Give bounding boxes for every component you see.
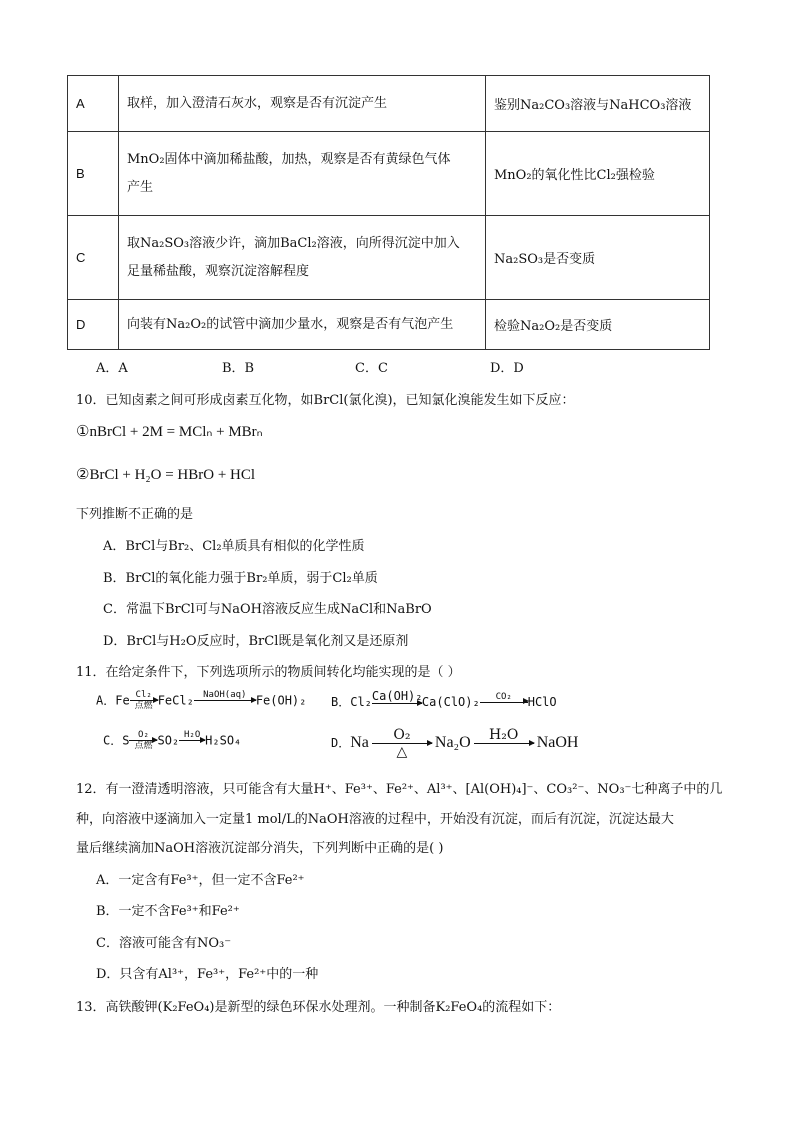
q10-option-a: A．BrCl与Br₂、Cl₂单质具有相似的化学性质 (103, 539, 365, 554)
arrow-condition: H₂O (489, 727, 519, 743)
row-description-line: MnO₂固体中滴加稀盐酸，加热，观察是否有黄绿色气体 (127, 151, 451, 167)
row-description-line: 足量稀盐酸，观察沉淀溶解程度 (127, 263, 310, 279)
arrow-condition: Cl₂ (135, 690, 152, 700)
q12-option-c: C．溶液可能含有NO₃⁻ (96, 936, 232, 951)
product: HClO (527, 695, 557, 709)
q11-stem: 11．在给定条件下，下列选项所示的物质间转化均能实现的是（ ） (76, 665, 461, 680)
reactant: Na (350, 734, 369, 751)
reactant: S (122, 733, 130, 748)
q10-stem: 10．已知卤素之间可形成卤素互化物，如BrCl(氯化溴)，已知氯化溴能发生如下反应： (76, 393, 575, 408)
arrow-icon (129, 740, 157, 741)
arrow-condition: CO₂ (495, 691, 512, 702)
arrow-condition: H₂O (184, 730, 201, 740)
option-label: C． (103, 733, 123, 748)
arrow-icon (372, 743, 432, 744)
q11-option-d (331, 727, 578, 760)
reaction-arrow (372, 690, 422, 715)
row-purpose: Na₂SO₃是否变质 (486, 216, 710, 300)
arrow-condition: Ca(OH)₂ (371, 689, 423, 703)
reaction-arrow (129, 730, 157, 752)
reactant: Fe (115, 693, 130, 708)
arrow-icon (194, 700, 256, 701)
reaction-arrow (480, 692, 528, 714)
row-description (119, 216, 486, 300)
row-label: B (68, 132, 119, 216)
q9-option-d: D．D (490, 361, 524, 376)
q11-option-b (331, 690, 557, 715)
table-row (68, 216, 710, 300)
q12-stem-line-3: 量后继续滴加NaOH溶液沉淀部分消失，下列判断中正确的是( ) (76, 841, 444, 856)
q11-option-c (103, 730, 241, 752)
q9-option-b: B．B (222, 361, 255, 376)
table-row (68, 132, 710, 216)
q13-stem: 13．高铁酸钾(K₂FeO₄)是新型的绿色环保水处理剂。一种制备K₂FeO₄的流程如下： (76, 1000, 561, 1015)
reaction-arrow (179, 730, 205, 752)
option-label: A． (96, 693, 116, 708)
row-label: A (68, 76, 119, 132)
q12-option-d: D．只含有Al³⁺，Fe³⁺，Fe²⁺中的一种 (96, 967, 319, 982)
arrow-condition: NaOH(aq) (203, 690, 247, 700)
row-description: 向装有Na₂O₂的试管中滴加少量水，观察是否有气泡产生 (119, 300, 486, 350)
row-purpose: MnO₂的氧化性比Cl₂强检验 (486, 132, 710, 216)
q12-option-a: A．一定含有Fe³⁺，但一定不含Fe²⁺ (96, 873, 305, 888)
table-row (68, 76, 710, 132)
arrow-icon (179, 740, 205, 741)
q10-equation-1: ①nBrCl + 2M = MClₙ + MBrₙ (76, 424, 263, 440)
product: FeCl₂ (157, 693, 194, 708)
q12-option-b: B．一定不含Fe³⁺和Fe²⁺ (96, 904, 240, 919)
row-label: D (68, 300, 119, 350)
reaction-arrow (194, 690, 256, 712)
q12-stem-line-1: 12．有一澄清透明溶液，只可能含有大量H⁺、Fe³⁺、Fe²⁺、Al³⁺、[Al(OH)₄]⁻、CO₃²⁻、NO₃⁻七种离子中的几 (76, 782, 723, 797)
arrow-condition: 点燃 (134, 701, 153, 711)
q12-stem-line-2: 种，向溶液中逐滴加入一定量1 mol/L的NaOH溶液的过程中，开始没有沉淀，而后有沉淀，沉淀达最大 (76, 812, 674, 827)
product: Na₂O (434, 734, 471, 751)
option-label: D． (331, 736, 351, 750)
reaction-arrow (372, 727, 432, 760)
arrow-icon (474, 743, 534, 744)
q10-option-c: C．常温下BrCl可与NaOH溶液反应生成NaCl和NaBrO (103, 602, 432, 617)
row-description: 取样，加入澄清石灰水，观察是否有沉淀产生 (119, 76, 486, 132)
arrow-condition: △ (396, 744, 408, 760)
q9-option-c: C．C (355, 361, 388, 376)
arrow-icon (480, 702, 528, 703)
q10-option-b: B．BrCl的氧化能力强于Br₂单质，弱于Cl₂单质 (103, 571, 378, 586)
arrow-condition: 点燃 (134, 741, 153, 751)
experiment-table (67, 75, 710, 350)
row-description-line: 产生 (127, 179, 154, 195)
product: Fe(OH)₂ (255, 693, 307, 708)
product: Ca(ClO)₂ (421, 695, 480, 709)
option-label: B． (331, 695, 351, 709)
product: SO₂ (157, 733, 180, 748)
q11-option-a (96, 690, 306, 712)
q10-equation-2: ②BrCl + H₂O = HBrO + HCl (76, 467, 256, 483)
reactant: Cl₂ (350, 695, 372, 709)
product: NaOH (536, 734, 579, 751)
row-description (119, 132, 486, 216)
q10-question: 下列推断不正确的是 (76, 507, 194, 522)
product: H₂SO₄ (205, 733, 242, 748)
row-purpose: 鉴别Na₂CO₃溶液与NaHCO₃溶液 (486, 76, 710, 132)
row-purpose: 检验Na₂O₂是否变质 (486, 300, 710, 350)
row-label: C (68, 216, 119, 300)
arrow-icon (372, 703, 422, 704)
q10-option-d: D．BrCl与H₂O反应时，BrCl既是氧化剂又是还原剂 (103, 634, 409, 649)
arrow-icon (130, 700, 158, 701)
arrow-condition: O₂ (138, 730, 149, 740)
q9-option-a: A．A (96, 361, 128, 376)
reaction-arrow (130, 690, 158, 712)
row-description-line: 取Na₂SO₃溶液少许，滴加BaCl₂溶液，向所得沉淀中加入 (127, 235, 460, 251)
arrow-condition: O₂ (393, 727, 411, 743)
table-row (68, 300, 710, 350)
reaction-arrow (474, 727, 534, 760)
